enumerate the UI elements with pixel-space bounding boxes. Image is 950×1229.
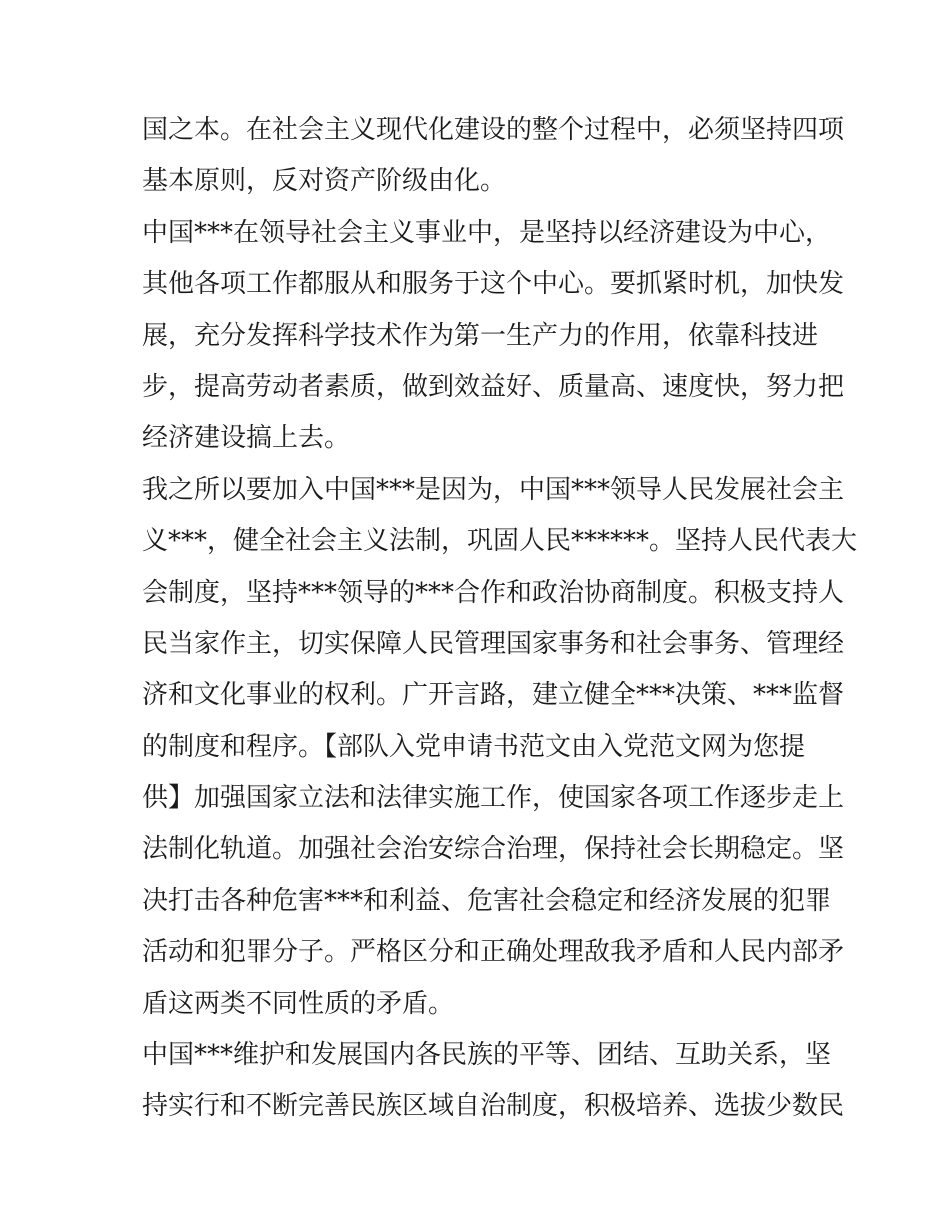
- text-line: 持实行和不断完善民族区域自治制度，积极培养、选拔少数民: [142, 1091, 845, 1122]
- text-line: 中国***维护和发展国内各民族的平等、团结、互助关系，坚: [142, 1040, 832, 1071]
- text-line: 会制度，坚持***领导的***合作和政治协商制度。积极支持人: [142, 577, 845, 608]
- text-line: 其他各项工作都服从和服务于这个中心。要抓紧时机，加快发: [142, 269, 845, 300]
- text-line: 法制化轨道。加强社会治安综合治理，保持社会长期稳定。坚: [142, 834, 845, 865]
- text-line: 济和文化事业的权利。广开言路，建立健全***决策、***监督: [142, 680, 845, 711]
- text-line: 国之本。在社会主义现代化建设的整个过程中，必须坚持四项: [142, 115, 845, 145]
- text-line: 供】加强国家立法和法律实施工作，使国家各项工作逐步走上: [142, 783, 845, 814]
- text-line: 步，提高劳动者素质，做到效益好、质量高、速度快，努力把: [142, 371, 845, 402]
- text-line: 活动和犯罪分子。严格区分和正确处理敌我矛盾和人民内部矛: [142, 937, 845, 968]
- text-line: 经济建设搞上去。: [142, 423, 351, 454]
- text-line: 展，充分发挥科学技术作为第一生产力的作用，依靠科技进: [142, 320, 819, 351]
- text-line: 基本原则，反对资产阶级由化。: [142, 166, 507, 197]
- text-line: 决打击各种危害***和利益、危害社会稳定和经济发展的犯罪: [142, 885, 832, 916]
- document-body: [142, 105, 858, 1133]
- text-line: 义***，健全社会主义法制，巩固人民******。坚持人民代表大: [142, 526, 858, 557]
- text-line: 的制度和程序。【部队入党申请书范文由入党范文网为您提: [142, 731, 806, 762]
- text-line: 我之所以要加入中国***是因为，中国***领导人民发展社会主: [142, 474, 845, 505]
- text-line: 中国***在领导社会主义事业中，是坚持以经济建设为中心，: [142, 217, 832, 248]
- text-line: 盾这两类不同性质的矛盾。: [142, 988, 455, 1019]
- text-line: 民当家作主，切实保障人民管理国家事务和社会事务、管理经: [142, 628, 845, 659]
